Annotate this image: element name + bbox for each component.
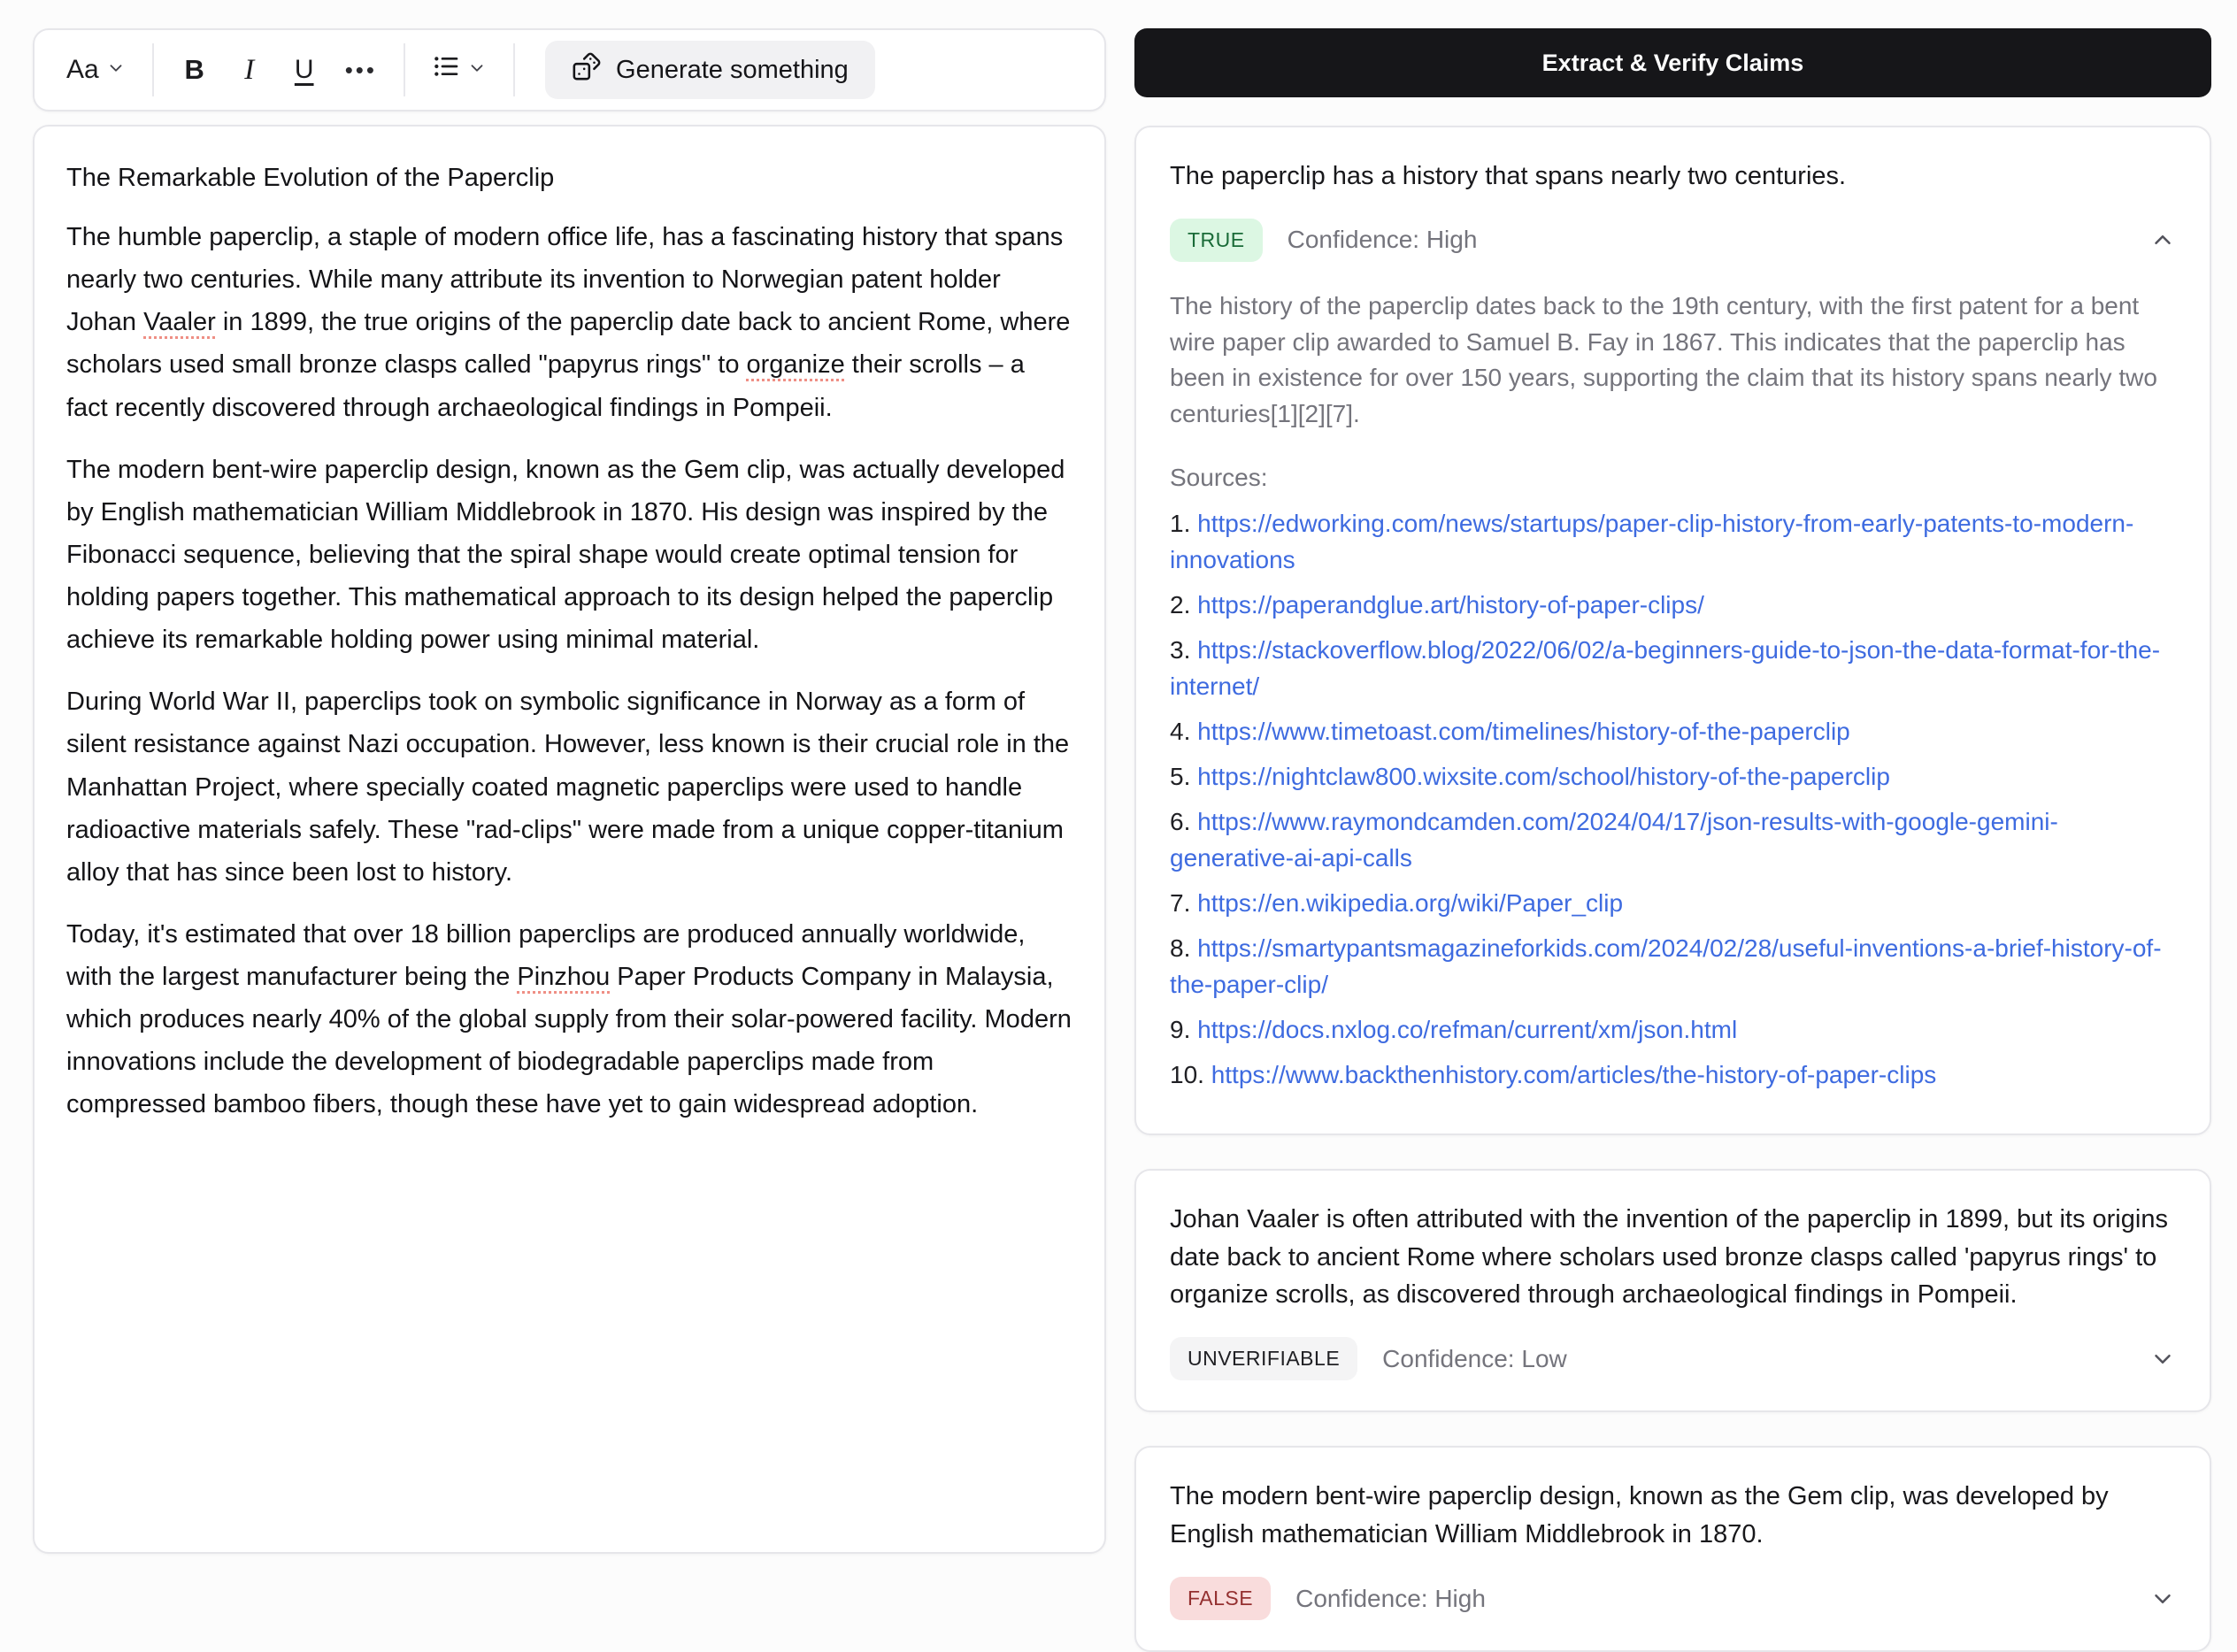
sources-label: Sources: <box>1170 464 1268 492</box>
verdict-row <box>1170 1577 2176 1620</box>
claim-cards-list <box>1134 126 2211 1652</box>
source-item <box>1170 931 2176 1003</box>
font-style-dropdown[interactable] <box>58 42 135 97</box>
claim-explanation: The history of the paperclip dates back to the 19th century, with the first patent for a bent wire paper clip awarded to Samuel B. Fay in 1867. This indicates that the paperclip has been in existence for over 150 years, supporting the claim that its history spans nearly two centuries[1][2][7]. <box>1170 291 2157 427</box>
source-item <box>1170 759 2176 795</box>
source-number: 5. <box>1170 763 1198 791</box>
document-paragraph <box>66 449 1072 662</box>
document-body <box>66 216 1072 1126</box>
chevron-down-icon <box>106 55 126 85</box>
source-number: 3. <box>1170 636 1198 665</box>
expand-collapse-chevron-icon[interactable] <box>2149 227 2176 253</box>
dice-icon <box>572 51 602 88</box>
source-item <box>1170 506 2176 578</box>
source-item <box>1170 1057 2176 1093</box>
source-link[interactable]: https://stackoverflow.blog/2022/06/02/a-beginners-guide-to-json-the-data-format-for-the-internet/ <box>1170 636 2161 700</box>
source-number: 1. <box>1170 510 1198 538</box>
source-link[interactable]: https://nightclaw800.wixsite.com/school/history-of-the-paperclip <box>1197 763 1890 791</box>
claim-text: The modern bent-wire paperclip design, known as the Gem clip, was developed by English mathematician William Middlebrook in 1870. <box>1170 1482 2109 1549</box>
list-style-dropdown[interactable] <box>423 42 496 97</box>
claims-column <box>1134 28 2211 1652</box>
toolbar-divider <box>513 43 515 96</box>
document-paragraph <box>66 680 1072 894</box>
toolbar-divider <box>152 43 154 96</box>
font-style-label: Aa <box>66 55 99 84</box>
claim-text: The paperclip has a history that spans nearly two centuries. <box>1170 162 1847 190</box>
confidence-label: Confidence: Low <box>1382 1344 1567 1372</box>
source-link[interactable]: https://www.backthenhistory.com/articles/the-history-of-paper-clips <box>1211 1061 1937 1089</box>
claim-text: Johan Vaaler is often attributed with the invention of the paperclip in 1899, but its origins date back to ancient Rome where scholars used bronze clasps called 'papyrus rings' to organize scrolls, as discovered through archaeological findings in Pompeii. <box>1170 1204 2168 1310</box>
source-link[interactable]: https://www.timetoast.com/timelines/history-of-the-paperclip <box>1197 717 1850 745</box>
source-number: 8. <box>1170 934 1198 963</box>
claim-details <box>1170 288 2176 1094</box>
editor-column <box>33 28 1106 1554</box>
source-item <box>1170 886 2176 921</box>
extract-verify-claims-button[interactable]: Extract & Verify Claims <box>1134 28 2211 97</box>
source-link[interactable]: https://edworking.com/news/startups/paper-clip-history-from-early-patents-to-modern-innovations <box>1170 510 2134 573</box>
misspelled-word: organize <box>746 350 845 380</box>
source-number: 6. <box>1170 808 1198 836</box>
paragraph-text: Paper Products Company in Malaysia, which produces nearly 40% of the global supply from their solar-powered facility. Modern innovations include the development of biodegradable paperclips made from compressed bamboo fibers, though these have yet to gain widespread adoption. <box>66 963 1072 1119</box>
underline-button[interactable]: U <box>281 42 327 97</box>
paragraph-text: Today, it's estimated that over 18 billion paperclips are produced annually worldwide, with the largest manufacturer being the <box>66 919 1026 991</box>
paragraph-text: their scrolls – a fact recently discovered through archaeological findings in Pompeii. <box>66 350 1025 422</box>
source-link[interactable]: https://www.raymondcamden.com/2024/04/17/json-results-with-google-gemini-generative-ai-api-calls <box>1170 808 2058 872</box>
source-link[interactable]: https://paperandglue.art/history-of-paper-clips/ <box>1197 590 1704 619</box>
bold-button[interactable]: B <box>172 42 218 97</box>
italic-button[interactable]: I <box>227 42 273 97</box>
chevron-down-icon <box>467 55 487 85</box>
document-title: The Remarkable Evolution of the Paperclip <box>66 164 555 192</box>
paragraph-text: During World War II, paperclips took on symbolic significance in Norway as a form of silent resistance against Nazi occupation. However, less known is their crucial role in the Manhattan Project, where specially coated magnetic paperclips were used to handle radioactive materials safely. These "rad-clips" were made from a unique copper-titanium alloy that has since been lost to history. <box>66 688 1070 887</box>
source-item <box>1170 588 2176 623</box>
source-link[interactable]: https://docs.nxlog.co/refman/current/xm/json.html <box>1197 1016 1738 1044</box>
expand-collapse-chevron-icon[interactable] <box>2149 1346 2176 1372</box>
source-link[interactable]: https://smartypantsmagazineforkids.com/2024/02/28/useful-inventions-a-brief-history-of-the-paper-clip/ <box>1170 934 2162 998</box>
paragraph-text: The modern bent-wire paperclip design, known as the Gem clip, was actually developed by English mathematician William Middlebrook in 1870. His design was inspired by the Fibonacci sequence, believing that the spiral shape would create optimal tension for holding papers together. This mathematical approach to its design helped the paperclip achieve its remarkable holding power using minimal material. <box>66 455 1065 655</box>
source-item <box>1170 714 2176 749</box>
verdict-badge: TRUE <box>1170 219 1263 262</box>
expand-collapse-chevron-icon[interactable] <box>2149 1586 2176 1612</box>
confidence-label: Confidence: High <box>1287 226 1478 254</box>
toolbar-divider <box>404 43 405 96</box>
bullet-list-icon <box>432 52 460 88</box>
source-number: 7. <box>1170 889 1198 918</box>
claim-card <box>1134 126 2211 1135</box>
paragraph-text: in 1899, the true origins of the paperclip date back to ancient Rome, where scholars used small bronze clasps called "papyrus rings" to <box>66 308 1071 380</box>
source-item <box>1170 1012 2176 1048</box>
source-number: 2. <box>1170 590 1198 619</box>
verdict-badge: UNVERIFIABLE <box>1170 1337 1357 1380</box>
source-number: 4. <box>1170 717 1198 745</box>
source-link[interactable]: https://en.wikipedia.org/wiki/Paper_clip <box>1197 889 1624 918</box>
source-item <box>1170 804 2176 876</box>
source-number: 10. <box>1170 1061 1211 1089</box>
document-editor[interactable] <box>33 125 1106 1554</box>
editor-toolbar <box>33 28 1106 111</box>
source-number: 9. <box>1170 1016 1198 1044</box>
document-paragraph <box>66 913 1072 1126</box>
misspelled-word: Vaaler <box>143 308 216 337</box>
sources-list <box>1170 506 2176 1093</box>
more-formatting-button[interactable]: ••• <box>336 42 386 97</box>
confidence-label: Confidence: High <box>1295 1584 1486 1612</box>
generate-button-label: Generate something <box>616 55 849 84</box>
paragraph-text: The humble paperclip, a staple of modern office life, has a fascinating history that spans nearly two centuries. While many attribute its invention to Norwegian patent holder Johan <box>66 223 1064 337</box>
generate-something-button[interactable] <box>545 41 875 99</box>
verdict-badge: FALSE <box>1170 1577 1271 1620</box>
misspelled-word: Pinzhou <box>517 963 611 991</box>
claim-card <box>1134 1169 2211 1413</box>
source-item <box>1170 633 2176 704</box>
document-paragraph <box>66 216 1072 429</box>
claim-card <box>1134 1446 2211 1652</box>
verdict-row <box>1170 219 2176 262</box>
verdict-row <box>1170 1337 2176 1380</box>
